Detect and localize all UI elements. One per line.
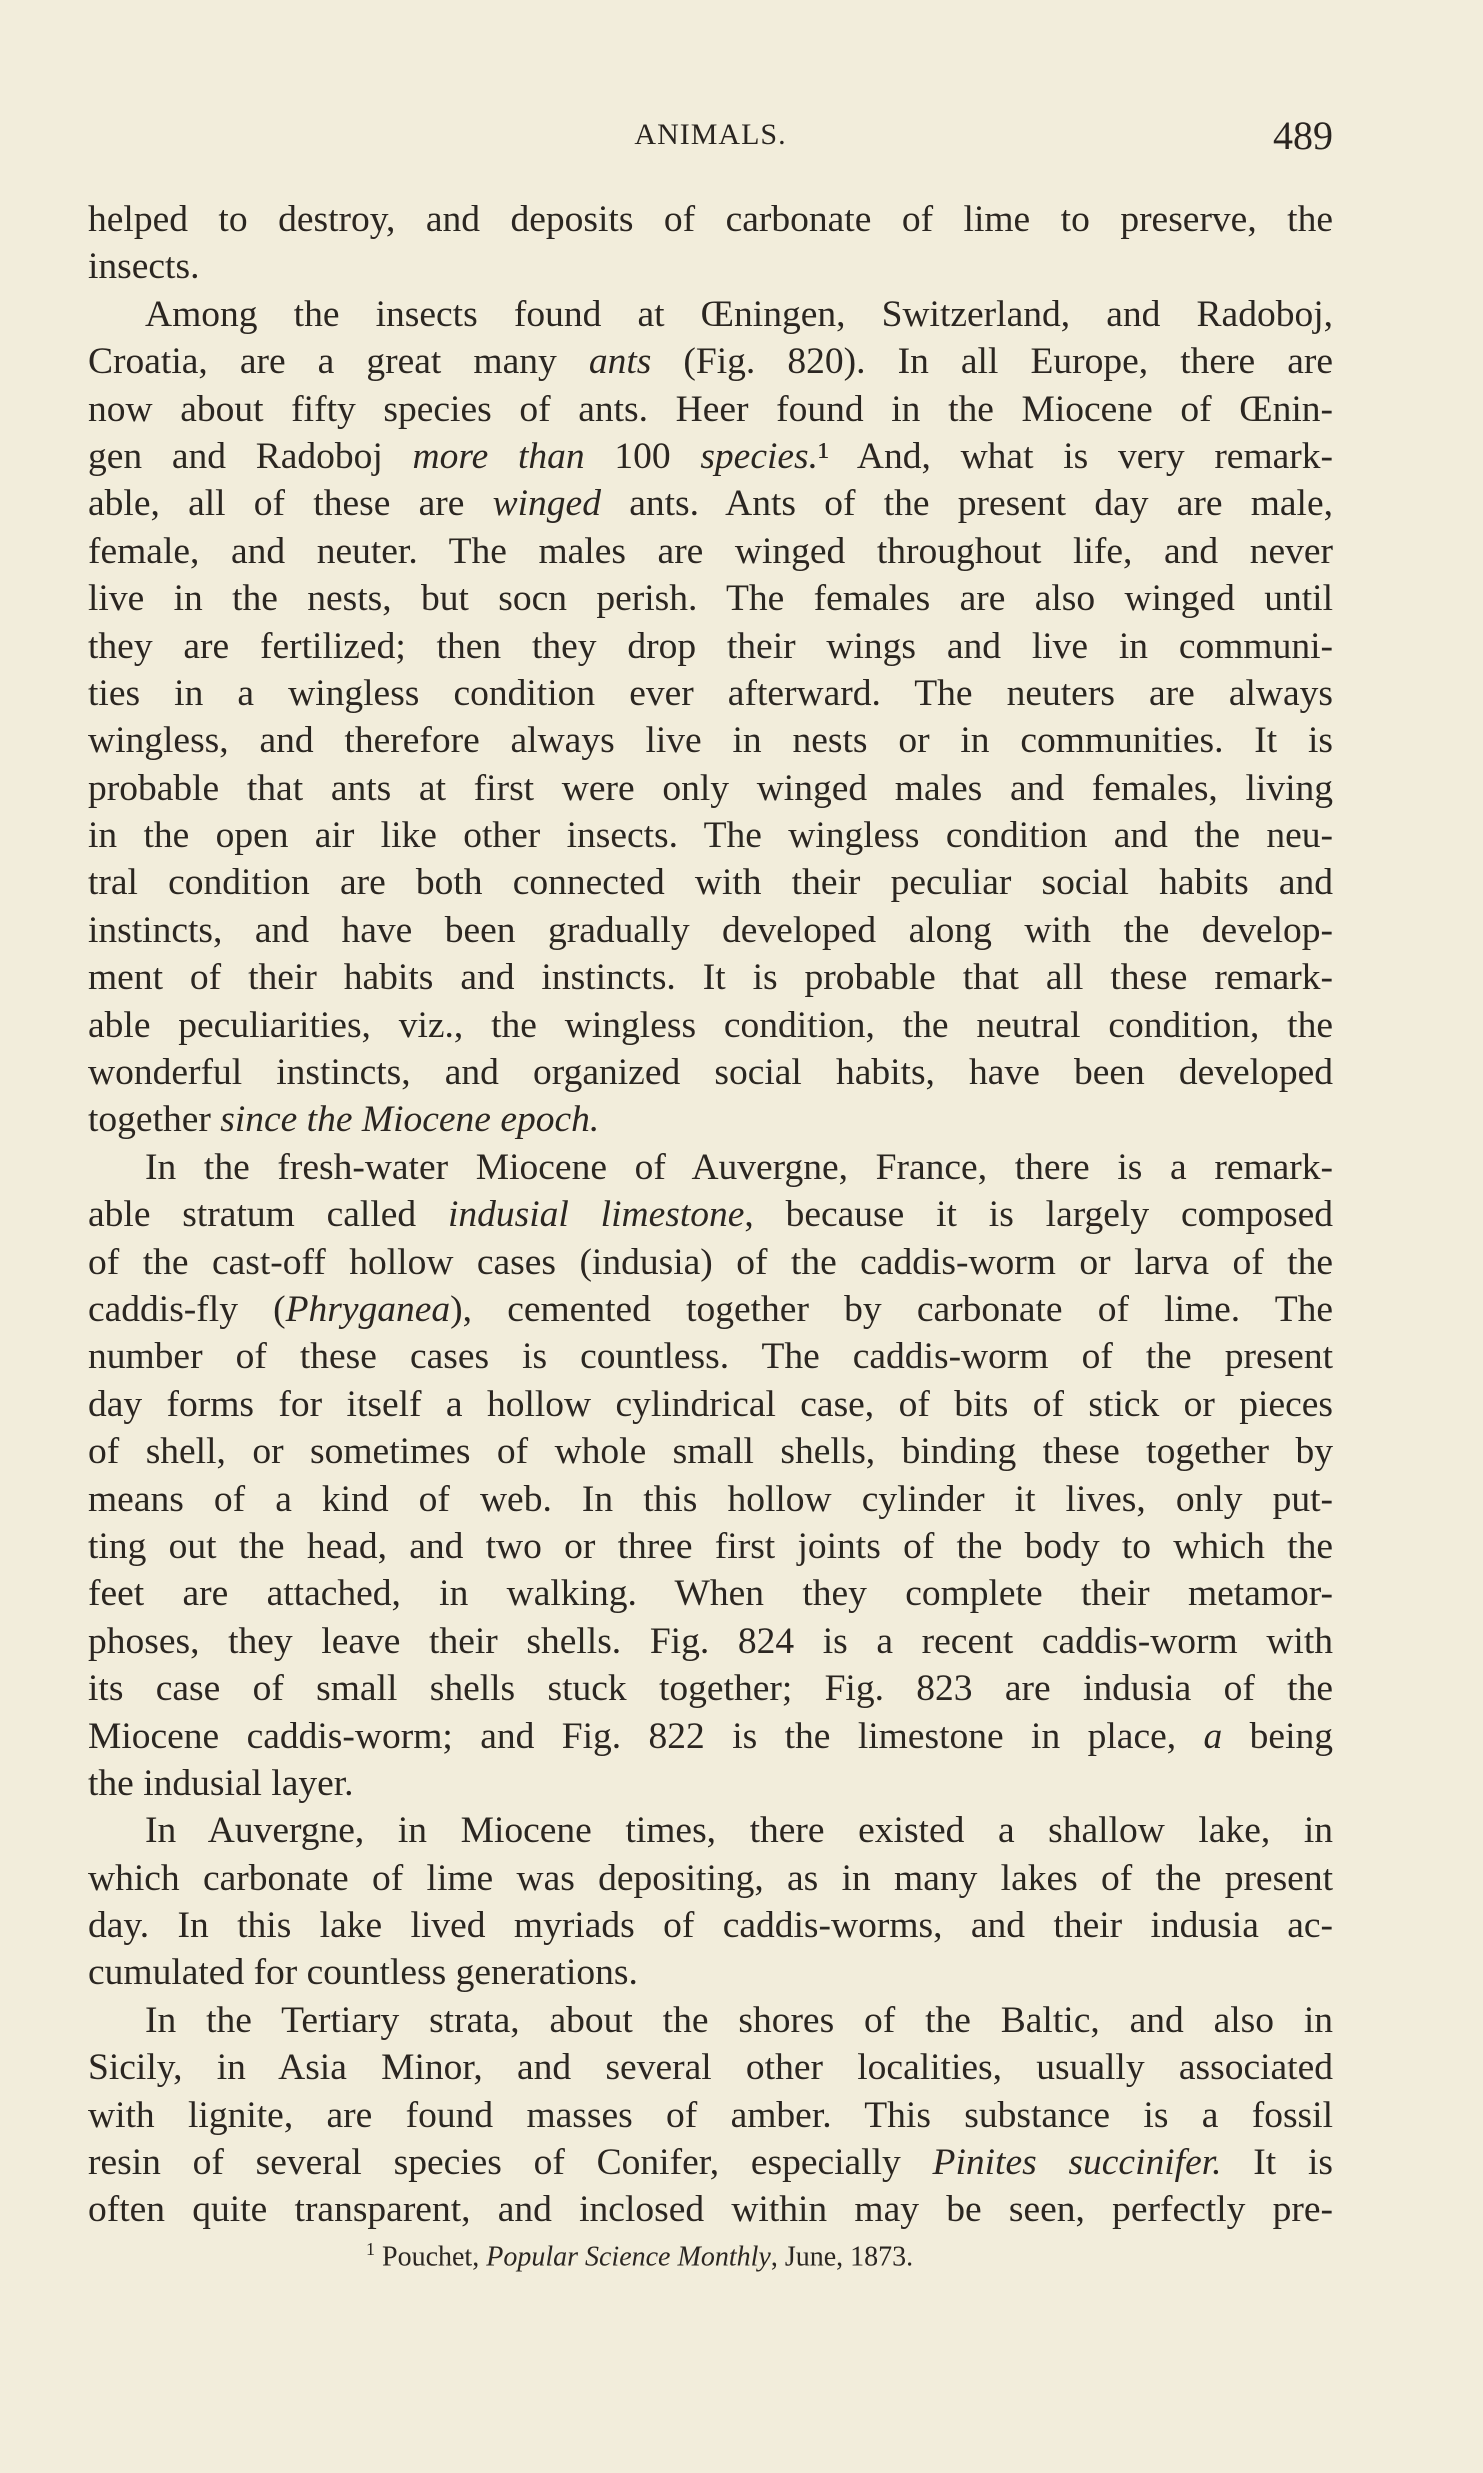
text-segment: of the cast-off hollow cases (indusia) of the caddis-worm or larva of the [88,1241,1333,1283]
text-segment: Among the insects found at Œningen, Switzerland, and Radoboj, [145,293,1333,335]
text-segment: helped to destroy, and deposits of carbonate of lime to preserve, the [88,199,1333,240]
text-line [88,1428,1333,1475]
text-line [88,1191,1333,1238]
text-line [88,812,1333,859]
text-line [88,1333,1333,1380]
text-segment: ¹ And, what is very remark- [818,435,1333,477]
text-segment: in the open air like other insects. The wingless condition and the neu- [88,815,1333,857]
footnote-journal: Popular Science Monthly [486,2241,771,2273]
text-segment: Sicily, in Asia Minor, and several other localities, usually associated [88,2047,1333,2089]
text-line [88,1570,1333,1617]
text-segment: cumulated for countless generations. [88,1952,638,1994]
text-line [88,1523,1333,1570]
text-segment: with lignite, are found masses of amber. This substance is a fossil [88,2094,1333,2136]
page-header [88,112,1333,172]
italic-text: species. [700,435,819,477]
text-line [88,1476,1333,1523]
text-segment: often quite transparent, and inclosed within may be seen, perfectly pre- [88,2189,1333,2231]
text-segment: means of a kind of web. In this hollow cylinder it lives, only put- [88,1478,1333,1520]
text-segment: now about fifty species of ants. Heer found in the Miocene of Œnin- [88,388,1333,430]
footnote-marker: 1 [366,2239,375,2259]
text-line [88,1002,1333,1049]
text-line [88,1096,1333,1143]
footnote-date: , June, 1873. [770,2241,914,2273]
text-segment: ting out the head, and two or three first joints of the body to which the [88,1525,1333,1567]
text-line [88,954,1333,1001]
text-line [88,2186,1333,2233]
text-segment: Croatia, are a great many [88,341,589,383]
text-line [88,1049,1333,1096]
text-segment: , because it is largely composed [744,1194,1333,1236]
text-line [88,765,1333,812]
text-segment: (Fig. 820). In all Europe, there are [651,341,1333,383]
text-line [88,907,1333,954]
text-line [88,575,1333,622]
text-line [88,1760,1333,1807]
text-segment: tral condition are both connected with their peculiar social habits and [88,862,1333,904]
text-line [88,2092,1333,2139]
text-segment: which carbonate of lime was depositing, as in many lakes of the present [88,1857,1333,1899]
text-segment: caddis-fly ( [88,1288,286,1330]
text-line [88,1902,1333,1949]
text-segment: instincts, and have been gradually developed along with the develop- [88,909,1333,951]
text-segment: being [1222,1715,1333,1757]
text-segment: insects. [88,246,200,288]
text-line [88,1997,1333,2044]
text-segment: able peculiarities, viz., the wingless condition, the neutral condition, the [88,1004,1333,1046]
italic-text: indusial limestone [447,1194,745,1236]
text-segment: the indusial layer. [88,1762,354,1804]
text-line [88,623,1333,670]
text-segment: female, and neuter. The males are winged throughout life, and never [88,530,1333,572]
text-segment: wonderful instincts, and organized social habits, have been developed [88,1052,1333,1094]
text-segment: number of these cases is countless. The caddis-worm of the present [88,1336,1333,1378]
text-segment: able stratum called [88,1194,448,1236]
text-line [88,1144,1333,1191]
text-segment: It is [1221,2142,1333,2184]
text-segment: able, all of these are [88,483,493,525]
italic-text: ants [588,341,652,383]
text-segment: In Auvergne, in Miocene times, there existed a shallow lake, in [145,1810,1333,1852]
text-segment: its case of small shells stuck together; Fig. 823 are indusia of the [88,1668,1333,1710]
text-segment: live in the nests, but socn perish. The females are also winged until [88,578,1333,620]
text-segment: Miocene caddis-worm; and Fig. 822 is the limestone in place, [88,1715,1204,1757]
text-segment: day. In this lake lived myriads of caddis-worms, and their indusia ac- [88,1905,1333,1947]
italic-text: Pinites succinifer. [932,2142,1222,2184]
text-line [88,1713,1333,1760]
running-head: ANIMALS. [634,118,787,151]
text-segment: phoses, they leave their shells. Fig. 824 is a recent caddis-worm with [88,1620,1333,1662]
text-line [88,1807,1333,1854]
text-line [88,1239,1333,1286]
text-line [88,2044,1333,2091]
text-segment: of shell, or sometimes of whole small shells, binding these together by [88,1431,1333,1473]
text-segment: day forms for itself a hollow cylindrical case, of bits of stick or pieces [88,1383,1333,1425]
text-line [88,386,1333,433]
text-segment: they are fertilized; then they drop their wings and live in communi- [88,625,1333,667]
text-segment: wingless, and therefore always live in nests or in communities. It is [88,720,1333,762]
text-segment: ants. Ants of the present day are male, [600,483,1333,525]
footnote [366,2239,913,2273]
text-segment: 100 [584,435,701,477]
text-line [88,291,1333,338]
text-segment: In the fresh-water Miocene of Auvergne, France, there is a remark- [145,1146,1333,1188]
text-segment: ment of their habits and instincts. It is probable that all these remark- [88,957,1333,999]
text-line [88,1665,1333,1712]
text-line [88,2139,1333,2186]
text-segment: resin of several species of Conifer, especially [88,2142,933,2184]
text-line [88,338,1333,385]
text-line [88,528,1333,575]
text-segment: gen and Radoboj [88,435,413,477]
text-segment: feet are attached, in walking. When they complete their metamor- [88,1573,1333,1615]
text-line [88,1855,1333,1902]
footnote-author: Pouchet, [382,2241,487,2273]
text-line [88,859,1333,906]
text-line [88,243,1333,290]
text-segment: together [88,1099,221,1141]
italic-text: winged [492,483,601,525]
text-line [88,480,1333,527]
text-segment: probable that ants at first were only winged males and females, living [88,767,1333,809]
text-line [88,670,1333,717]
text-segment: In the Tertiary strata, about the shores of the Baltic, and also in [145,1999,1333,2041]
page-number: 489 [1273,113,1333,158]
text-segment: ties in a wingless condition ever afterward. The neuters are always [88,672,1333,714]
text-line [88,433,1333,480]
body-text [88,196,1333,2234]
text-line [88,1618,1333,1665]
italic-text: since the Miocene epoch. [220,1099,600,1141]
text-line [88,1381,1333,1428]
text-line [88,1949,1333,1996]
text-line [88,717,1333,764]
italic-text: a [1203,1715,1223,1757]
text-segment: ), cemented together by carbonate of lime. The [450,1288,1333,1330]
italic-text: Phryganea [285,1288,451,1330]
text-line [88,196,1333,243]
text-line [88,1286,1333,1333]
italic-text: more than [412,435,585,477]
